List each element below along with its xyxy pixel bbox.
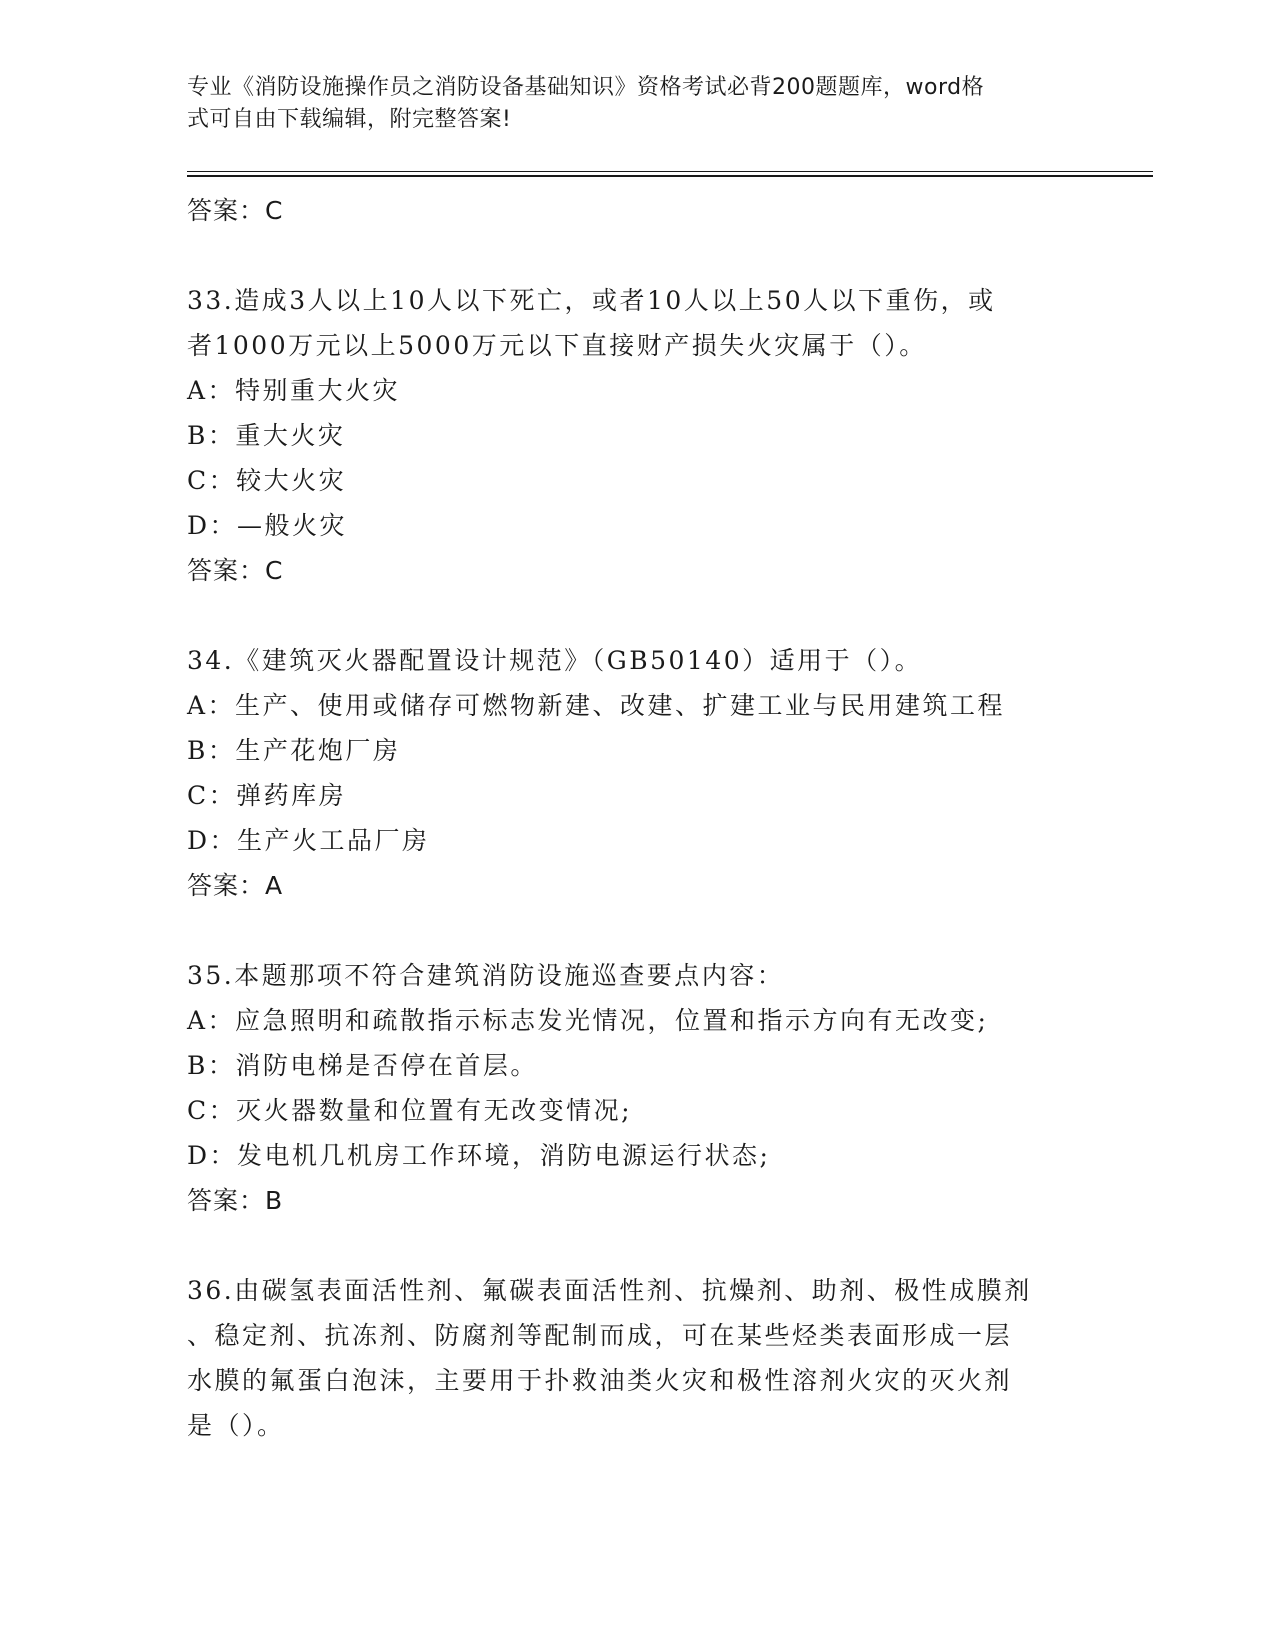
header-rule-thick: [187, 175, 1153, 177]
question-stem-line: 36.由碳氢表面活性剂、氟碳表面活性剂、抗燥剂、助剂、极性成膜剂: [187, 1276, 1032, 1305]
answer-line: 答案：C: [187, 556, 284, 585]
option-b: B：重大火灾: [187, 421, 346, 450]
question-block: [187, 638, 1087, 908]
header-line-1: 专业《消防设施操作员之消防设备基础知识》资格考试必背200题题库，word格: [187, 75, 985, 100]
option-a: A：生产、使用或储存可燃物新建、改建、扩建工业与民用建筑工程: [187, 691, 1006, 720]
question-stem-line: 、稳定剂、抗冻剂、防腐剂等配制而成，可在某些烃类表面形成一层: [187, 1321, 1013, 1350]
option-b: B：消防电梯是否停在首层。: [187, 1051, 538, 1080]
option-d: D：生产火工品厂房: [187, 826, 430, 855]
option-c: C：灭火器数量和位置有无改变情况;: [187, 1096, 633, 1125]
answer-line: 答案：B: [187, 1186, 284, 1215]
question-block: [187, 1268, 1087, 1448]
option-a: A：应急照明和疏散指示标志发光情况，位置和指示方向有无改变;: [187, 1006, 989, 1035]
option-a: A：特别重大火灾: [187, 376, 401, 405]
spacer: [187, 233, 1087, 278]
spacer: [187, 593, 1087, 638]
header-line-2: 式可自由下载编辑，附完整答案!: [187, 107, 512, 132]
spacer: [187, 908, 1087, 953]
page-header: [187, 72, 1067, 136]
question-list: [187, 188, 1087, 1448]
answer-line: 答案：C: [187, 196, 284, 225]
option-d: D：发电机几机房工作环境，消防电源运行状态;: [187, 1141, 771, 1170]
option-c: C：弹药库房: [187, 781, 347, 810]
option-c: C：较大火灾: [187, 466, 347, 495]
header-rule-thin: [187, 171, 1153, 172]
question-block: [187, 953, 1087, 1223]
question-stem-line: 35.本题那项不符合建筑消防设施巡查要点内容：: [187, 961, 785, 990]
option-d: D：—般火灾: [187, 511, 348, 540]
question-stem-line: 水膜的氟蛋白泡沫，主要用于扑救油类火灾和极性溶剂火灾的灭火剂: [187, 1366, 1013, 1395]
question-stem-line: 34.《建筑灭火器配置设计规范》（GB50140）适用于（）。: [187, 646, 923, 675]
spacer: [187, 1223, 1087, 1268]
option-b: B：生产花炮厂房: [187, 736, 401, 765]
question-stem-line: 33.造成3人以上10人以下死亡，或者10人以上50人以下重伤，或: [187, 286, 996, 315]
question-stem-line: 者1000万元以上5000万元以下直接财产损失火灾属于（）。: [187, 331, 927, 360]
question-stem-line: 是（）。: [187, 1411, 285, 1440]
question-block: [187, 278, 1087, 593]
answer-line: 答案：A: [187, 871, 284, 900]
